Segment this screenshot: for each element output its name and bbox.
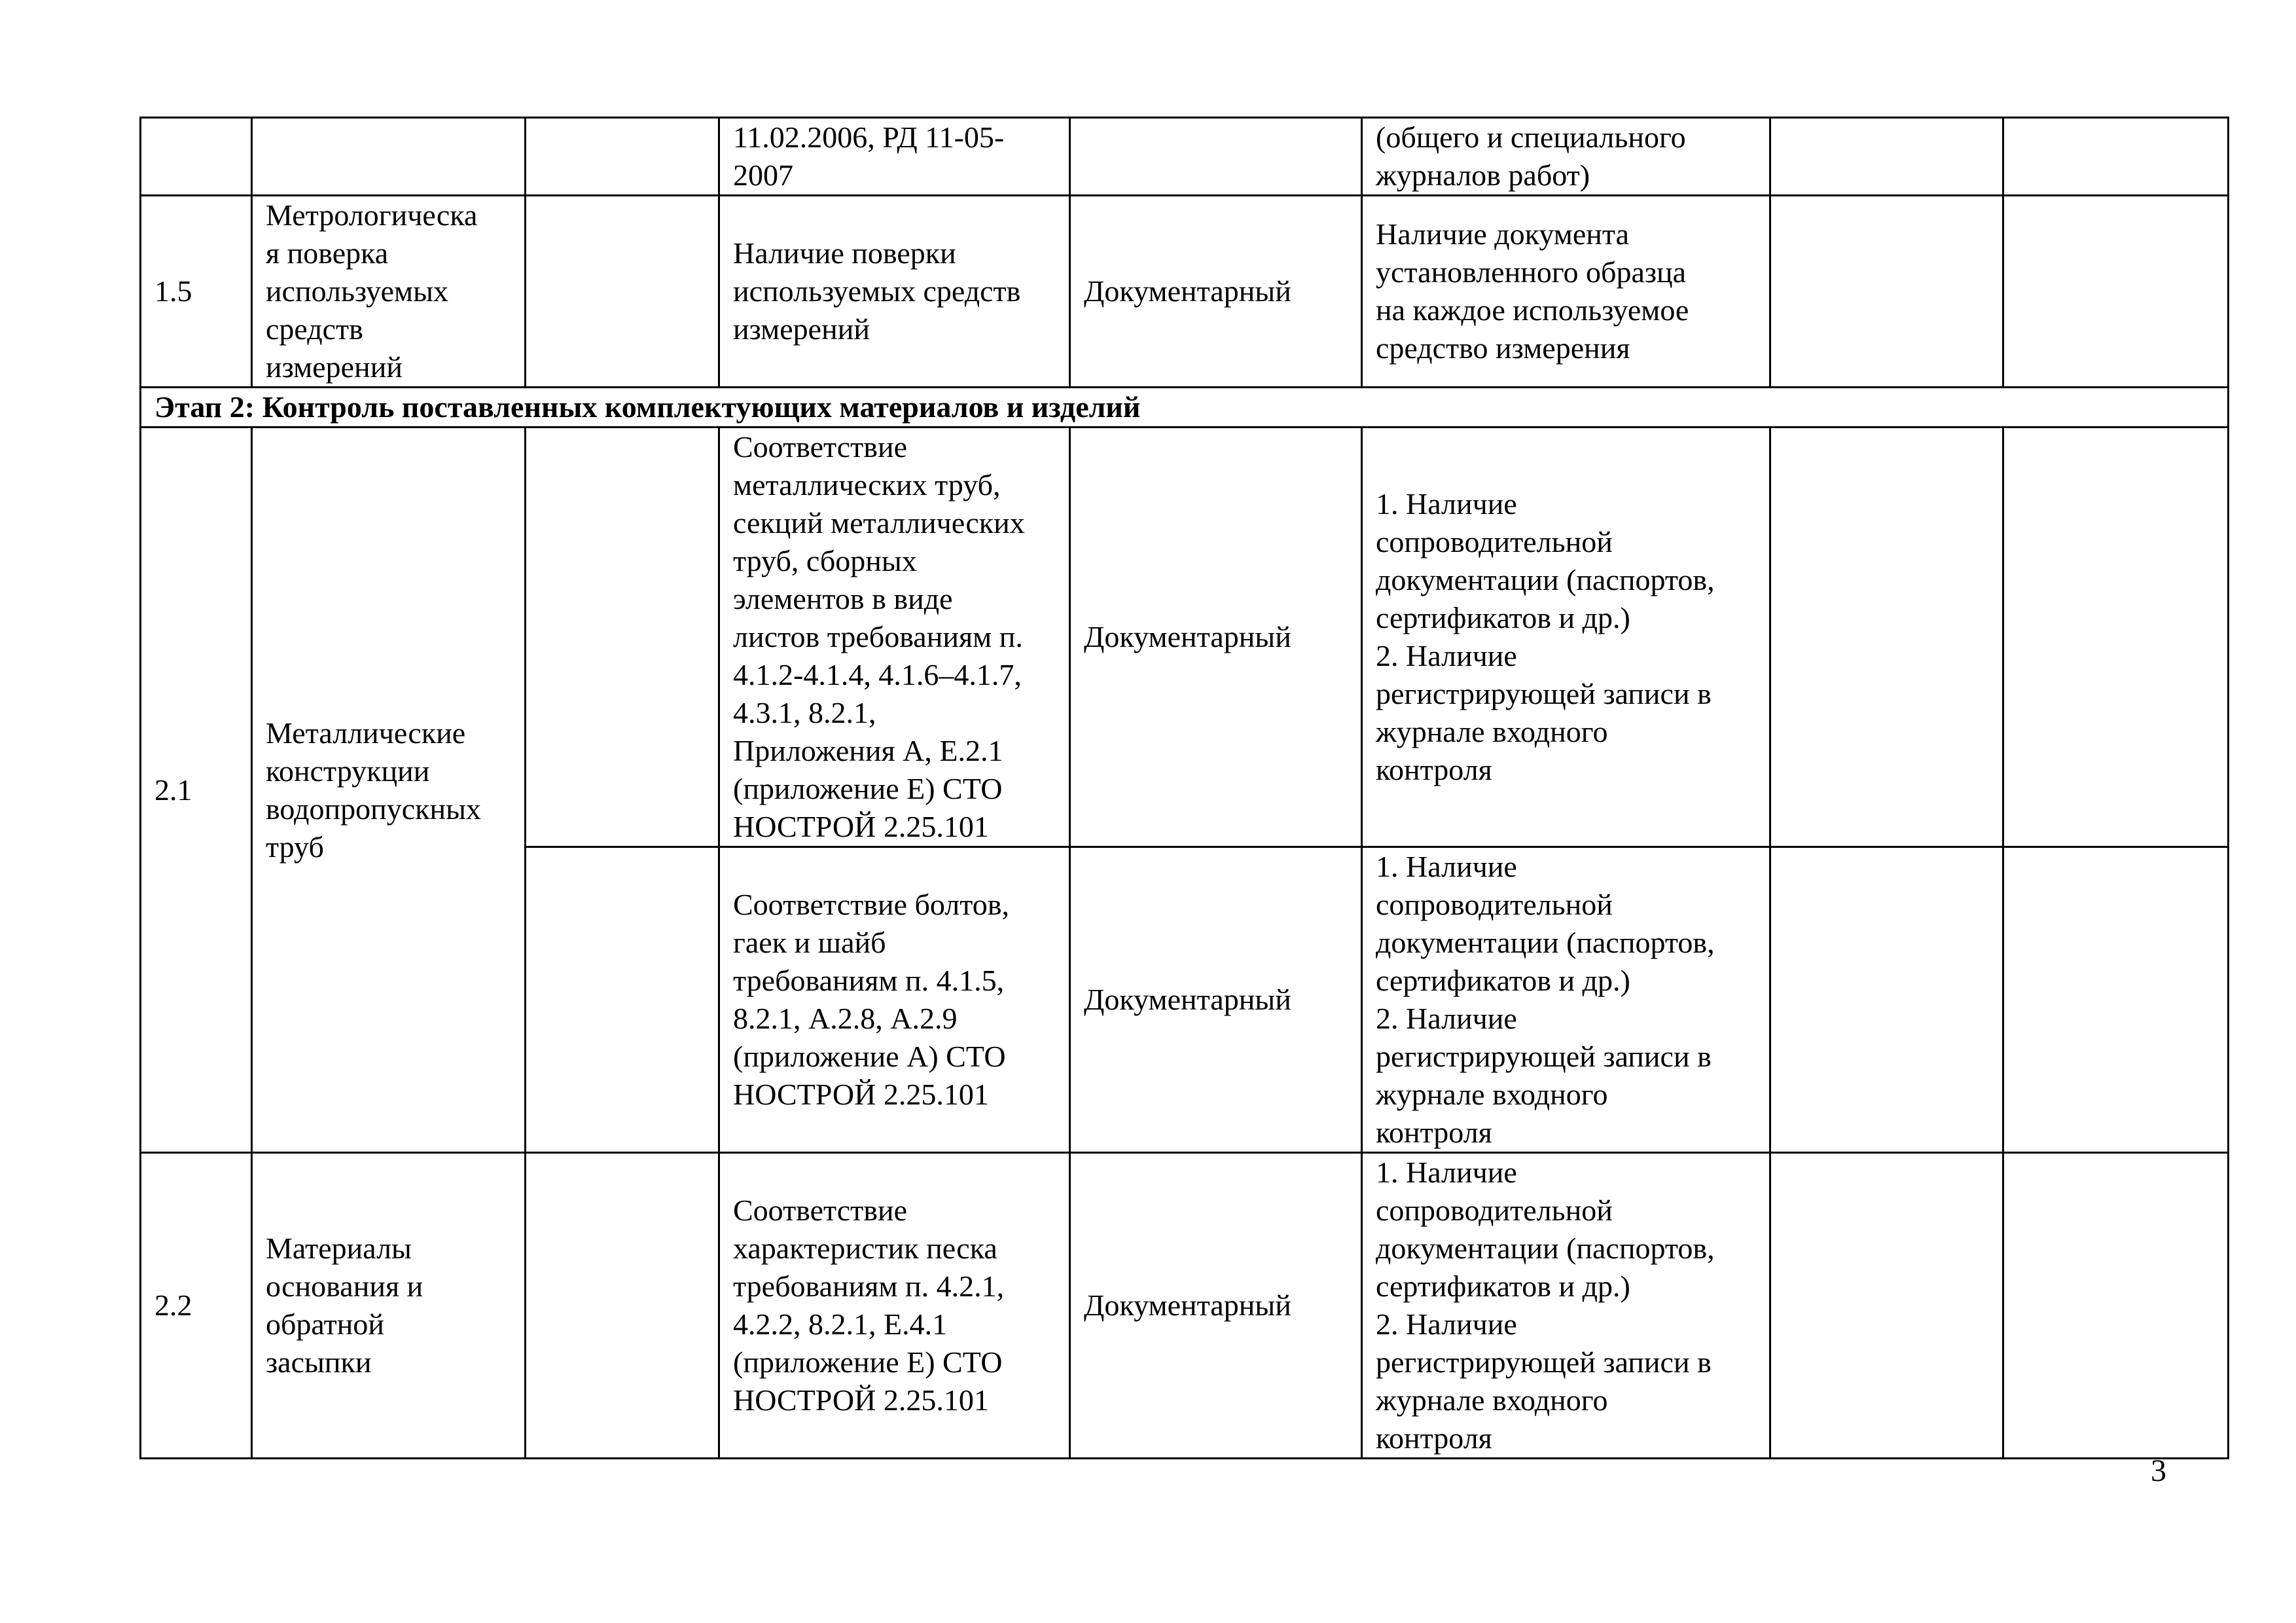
cell-blank (526, 1153, 719, 1459)
text-line: Наличие поверки (733, 236, 956, 270)
text-line: Наличие документа (1376, 217, 1630, 251)
cell-object (252, 118, 526, 196)
table-row-continuation (141, 118, 2229, 196)
text-line: требованиям п. 4.2.1, (733, 1269, 1005, 1303)
text-line: 4.1.2-4.1.4, 4.1.6–4.1.7, (733, 658, 1022, 691)
cell-empty (2003, 428, 2229, 847)
text-line: конструкции (266, 754, 430, 788)
text-line: 8.2.1, А.2.8, А.2.9 (733, 1002, 958, 1035)
table-row-2-2 (141, 1153, 2229, 1459)
text-line: листов требованиям п. (733, 620, 1023, 653)
text-line: труб (266, 830, 324, 864)
text-line: регистрирующей записи в (1376, 677, 1712, 710)
cell-num: 1.5 (141, 196, 252, 388)
cell-requirement (719, 1153, 1070, 1459)
cell-empty (1770, 196, 2003, 388)
text-line: Металлические (266, 716, 466, 750)
text-line: сертификатов и др.) (1376, 1269, 1630, 1303)
text-line: характеристик песка (733, 1231, 997, 1265)
cell-empty (1770, 1153, 2003, 1459)
cell-blank (526, 118, 719, 196)
cell-num: 2.2 (141, 1153, 252, 1459)
text-line: 1. Наличие (1376, 850, 1517, 883)
text-line: используемых (266, 274, 449, 308)
text-line: (приложение Е) СТО (733, 1345, 1003, 1379)
cell-empty (2003, 118, 2229, 196)
text-line: засыпки (266, 1345, 372, 1379)
cell-blank (526, 196, 719, 388)
text-line: Метрологическа (266, 198, 478, 232)
text-line: я поверка (266, 236, 389, 270)
text-line: 1. Наличие (1376, 1156, 1517, 1189)
cell-object (252, 428, 526, 1153)
text-line: регистрирующей записи в (1376, 1040, 1712, 1073)
cell-method: Документарный (1070, 196, 1362, 388)
text-line: гаек и шайб (733, 926, 886, 959)
cell-empty (2003, 847, 2229, 1153)
cell-evidence (1362, 1153, 1770, 1459)
text-line: средство измерения (1376, 331, 1630, 365)
text-line: документации (паспортов, (1376, 563, 1715, 596)
text-line: документации (паспортов, (1376, 1231, 1715, 1265)
text-line: основания и (266, 1269, 423, 1303)
cell-requirement (719, 118, 1070, 196)
text-line: водопропускных (266, 792, 482, 826)
text-line: требованиям п. 4.1.5, (733, 964, 1005, 997)
text-line: сертификатов и др.) (1376, 601, 1630, 634)
cell-empty (2003, 1153, 2229, 1459)
cell-evidence (1362, 118, 1770, 196)
text-line: НОСТРОЙ 2.25.101 (733, 1078, 989, 1111)
text-line: 2007 (733, 158, 793, 192)
cell-evidence (1362, 847, 1770, 1153)
text-line: НОСТРОЙ 2.25.101 (733, 810, 989, 843)
text-line: (общего и специального (1376, 120, 1686, 154)
text-line: 2. Наличие (1376, 1002, 1517, 1035)
text-line: элементов в виде (733, 582, 953, 615)
text-line: контроля (1376, 753, 1492, 786)
cell-requirement (719, 196, 1070, 388)
table-row-2-1-a (141, 428, 2229, 847)
text-line: средств (266, 312, 363, 346)
text-line: измерений (266, 350, 403, 384)
text-line: 1. Наличие (1376, 487, 1517, 520)
text-line: Приложения А, Е.2.1 (733, 734, 1003, 767)
text-line: (приложение А) СТО (733, 1040, 1006, 1073)
cell-empty (1770, 428, 2003, 847)
cell-evidence (1362, 428, 1770, 847)
text-line: контроля (1376, 1116, 1492, 1149)
cell-num (141, 118, 252, 196)
text-line: журналов работ) (1376, 158, 1590, 192)
cell-empty (1770, 118, 2003, 196)
text-line: установленного образца (1376, 255, 1687, 289)
page-number: 3 (2151, 1453, 2166, 1488)
text-line: (приложение Е) СТО (733, 772, 1003, 805)
text-line: сертификатов и др.) (1376, 964, 1630, 997)
cell-method: Документарный (1070, 1153, 1362, 1459)
cell-requirement (719, 428, 1070, 847)
cell-requirement (719, 847, 1070, 1153)
text-line: измерений (733, 312, 870, 346)
text-line: на каждое используемое (1376, 293, 1689, 327)
text-line: журнале входного (1376, 715, 1608, 748)
cell-object (252, 196, 526, 388)
text-line: Материалы (266, 1231, 412, 1265)
table-row-1-5 (141, 196, 2229, 388)
cell-num: 2.1 (141, 428, 252, 1153)
text-line: сопроводительной (1376, 888, 1613, 921)
text-line: документации (паспортов, (1376, 926, 1715, 959)
cell-empty (2003, 196, 2229, 388)
cell-empty (1770, 847, 2003, 1153)
text-line: 4.2.2, 8.2.1, Е.4.1 (733, 1307, 948, 1341)
text-line: Соответствие (733, 1194, 907, 1227)
text-line: сопроводительной (1376, 525, 1613, 558)
text-line: НОСТРОЙ 2.25.101 (733, 1383, 989, 1417)
text-line: журнале входного (1376, 1078, 1608, 1111)
stage-header-row (141, 388, 2229, 428)
text-line: контроля (1376, 1421, 1492, 1455)
text-line: 2. Наличие (1376, 639, 1517, 672)
stage-title: Этап 2: Контроль поставленных комплектующих материалов и изделий (141, 388, 2229, 428)
text-line: Соответствие болтов, (733, 888, 1009, 921)
text-line: металлических труб, (733, 468, 1001, 501)
cell-blank (526, 847, 719, 1153)
text-line: журнале входного (1376, 1383, 1608, 1417)
cell-method: Документарный (1070, 847, 1362, 1153)
inspection-table (139, 117, 2229, 1459)
text-line: Соответствие (733, 430, 907, 464)
text-line: 4.3.1, 8.2.1, (733, 696, 876, 729)
cell-method (1070, 118, 1362, 196)
text-line: 2. Наличие (1376, 1307, 1517, 1341)
text-line: сопроводительной (1376, 1194, 1613, 1227)
text-line: регистрирующей записи в (1376, 1345, 1712, 1379)
text-line: секций металлических (733, 506, 1025, 539)
cell-evidence (1362, 196, 1770, 388)
text-line: труб, сборных (733, 544, 917, 577)
cell-blank (526, 428, 719, 847)
cell-object (252, 1153, 526, 1459)
text-line: обратной (266, 1307, 384, 1341)
cell-method: Документарный (1070, 428, 1362, 847)
text-line: 11.02.2006, РД 11-05- (733, 120, 1005, 154)
text-line: используемых средств (733, 274, 1021, 308)
